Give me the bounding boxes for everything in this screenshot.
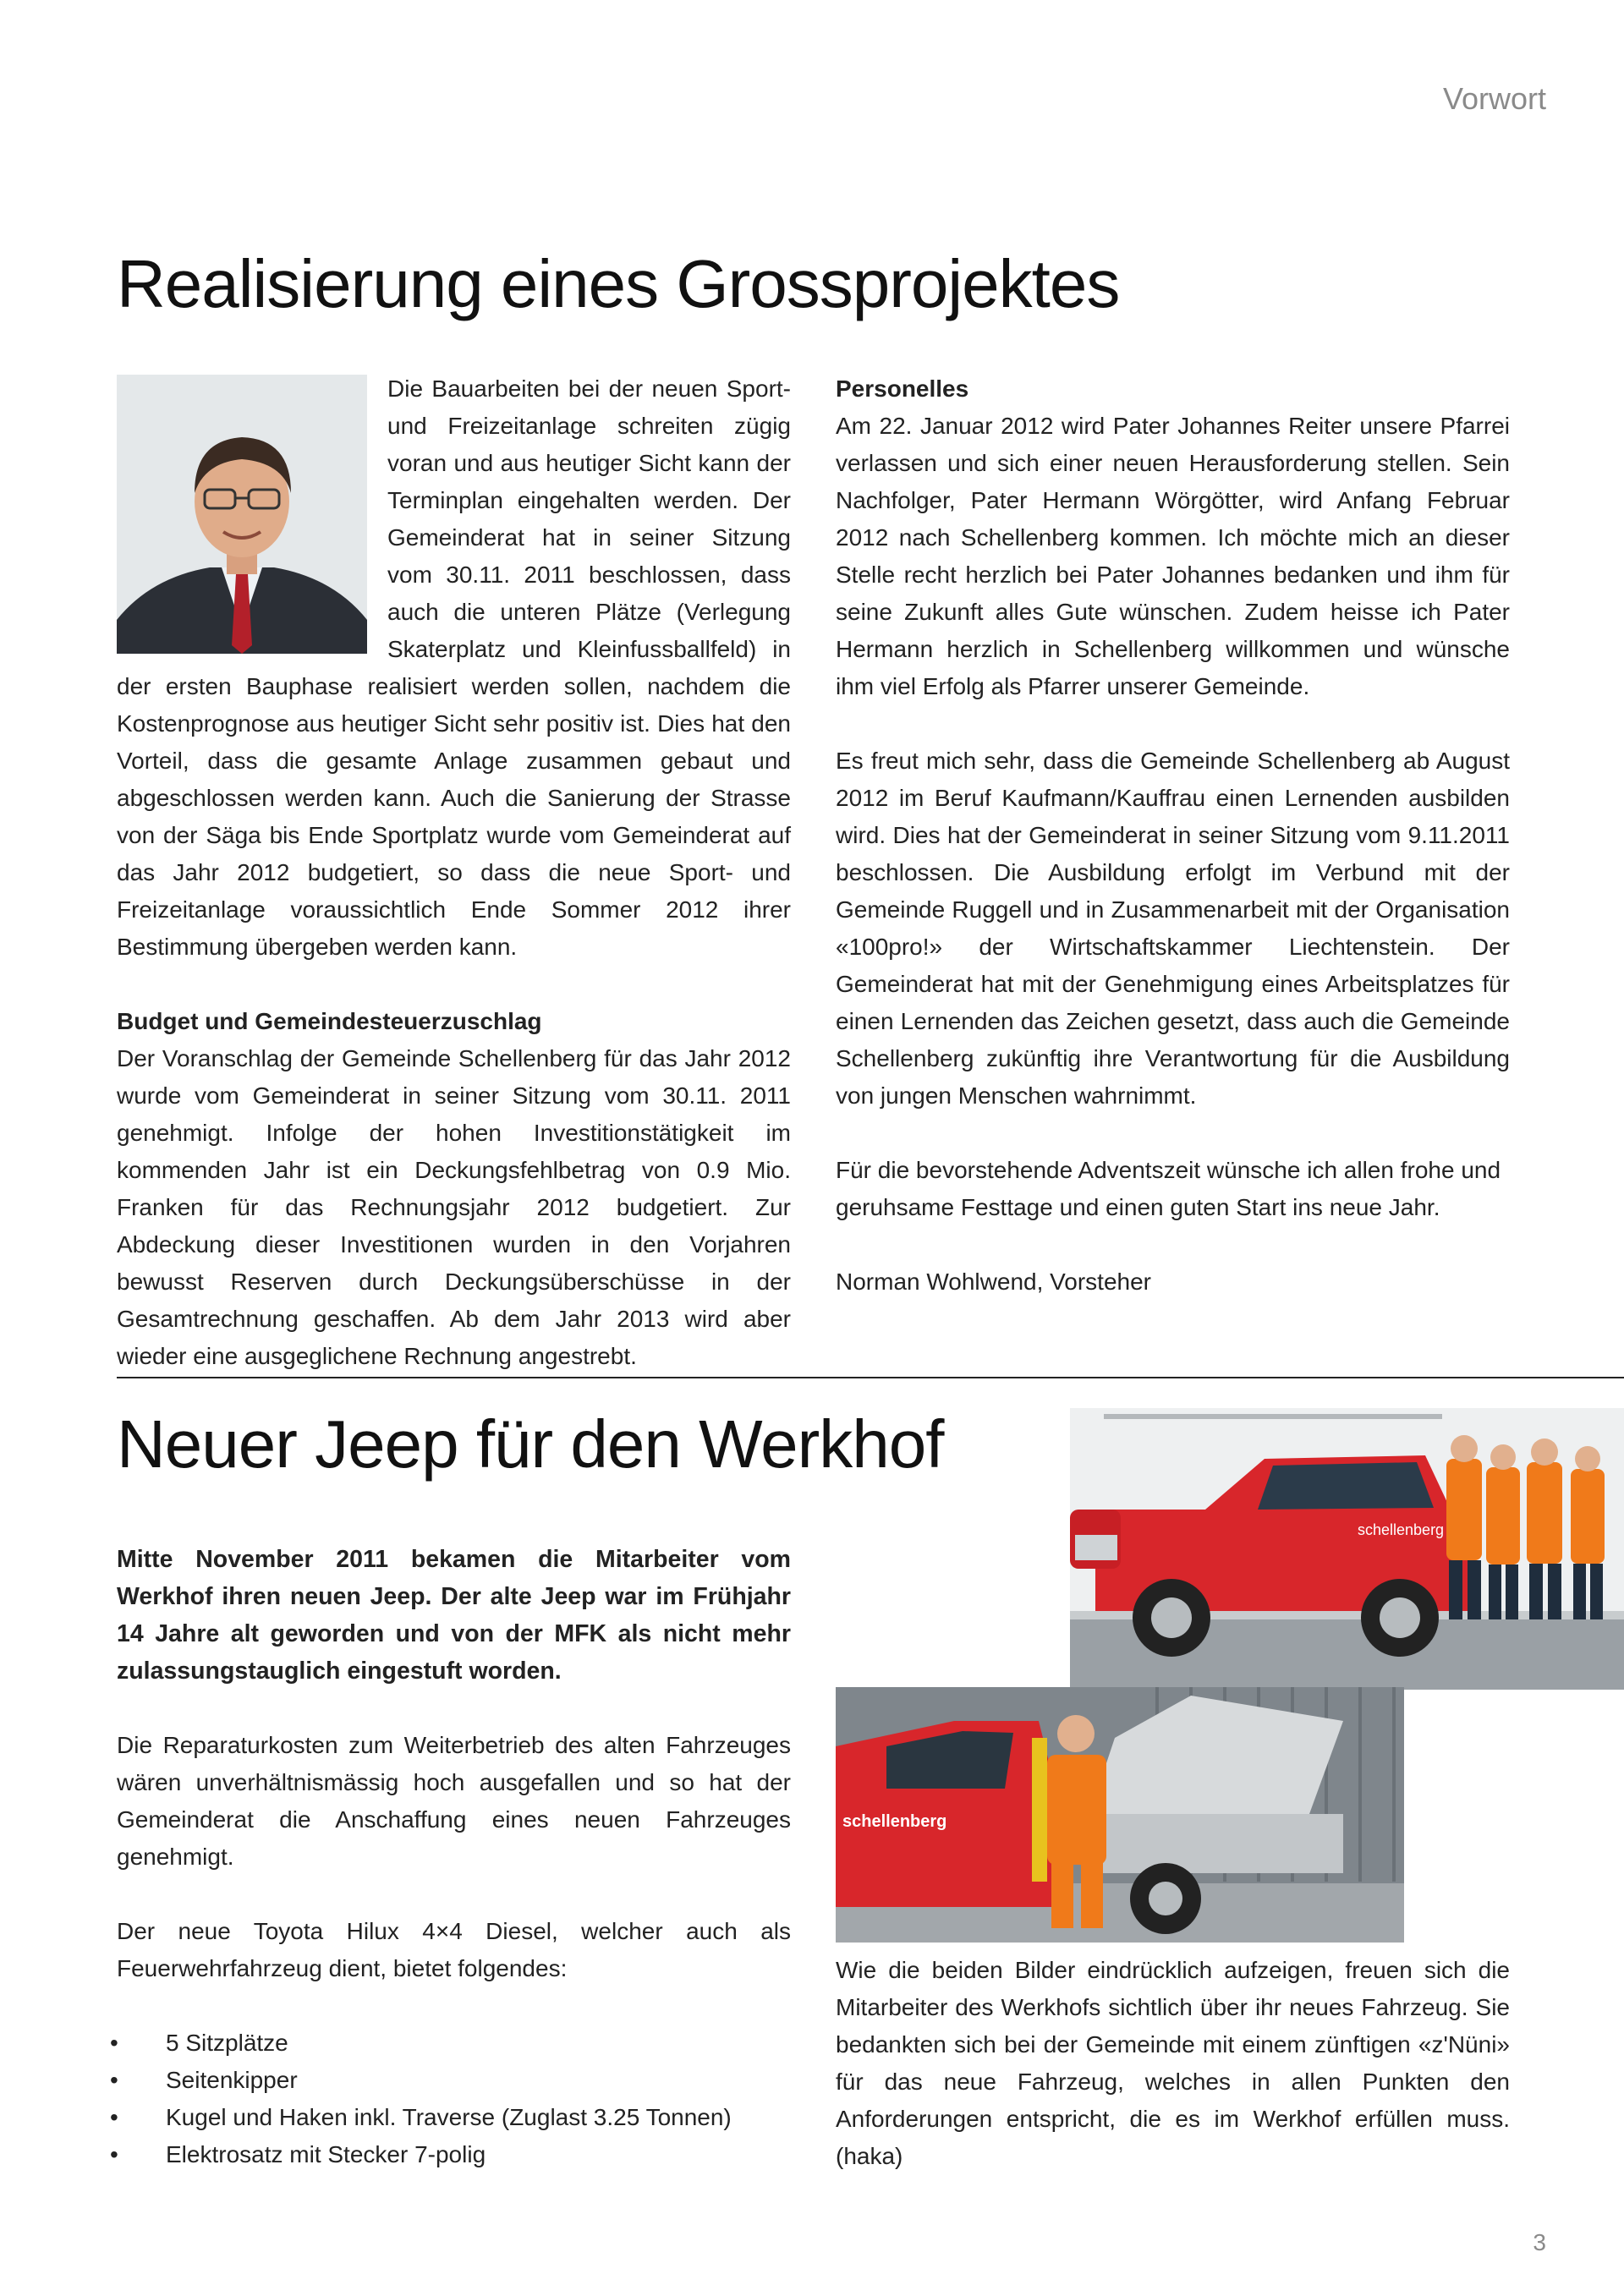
section-divider	[117, 1377, 1624, 1378]
section-label: Vorwort	[1442, 81, 1546, 116]
personnel-paragraph: Am 22. Januar 2012 wird Pater Johannes Reiter unsere Pfarrei verlassen und sich einer neuen Herausforderung stellen. Sein Nachfolger, Pater Hermann Wörgötter, wird Anfang Februar 2012 nach Schellenberg kommen. Ich möchte mich an dieser Stelle recht herzlich bei Pater Johannes bedanken und ihm für seine Zukunft alles Gute wünschen. Zudem heisse ich Pater Hermann herzlich in Schellenberg willkommen und wünsche ihm viel Erfolg als Pfarrer unserer Gemeinde.	[836, 413, 1510, 699]
repair-paragraph: Die Reparaturkosten zum Weiterbetrieb des alten Fahrzeuges wären unverhältnismässig hoch ausgefallen und so hat der Gemeinderat die Anschaffung eines neuen Fahrzeuges genehmigt.	[117, 1732, 791, 1870]
article-column-left	[117, 370, 791, 1375]
list-item: • 5 Sitzplätze	[117, 2025, 791, 2062]
svg-text:schellenberg: schellenberg	[842, 1812, 947, 1831]
features-intro: Der neue Toyota Hilux 4×4 Diesel, welcher auch als Feuerwehrfahrzeug dient, bietet folgendes:	[117, 1918, 791, 1981]
apprentice-paragraph: Es freut mich sehr, dass die Gemeinde Schellenberg ab August 2012 im Beruf Kaufmann/Kauffrau einen Lernenden ausbilden wird. Dies hat der Gemeinderat in seiner Sitzung vom 9.11.2011 beschlossen. Die Ausbildung erfolgt im Verbund mit der Gemeinde Ruggell und in Zusammenarbeit mit der Organisation «100pro!» der Wirtschaftskammer Liechtenstein. Der Gemeinderat hat mit der Genehmigung eines Arbeitsplatzes für einen Lernenden das Zeichen gesetzt, dass auch die Gemeinde Schellenberg zukünftig ihre Verantwortung für die Ausbildung von jungen Menschen wahrnimmt.	[836, 748, 1510, 1109]
lead-paragraph: Mitte November 2011 bekamen die Mitarbeiter vom Werkhof ihren neuen Jeep. Der alte Jeep war im Frühjahr 14 Jahre alt geworden und von der MFK als nicht mehr zulassungstauglich eingestuft worden.	[117, 1546, 791, 1685]
article-column-right	[836, 370, 1510, 1301]
svg-text:schellenberg: schellenberg	[1358, 1521, 1445, 1538]
portrait-photo	[117, 375, 367, 654]
signature: Norman Wohlwend, Vorsteher	[836, 1269, 1151, 1295]
article-title: Realisierung eines Grossprojektes	[117, 246, 1120, 321]
portrait-illustration	[117, 375, 367, 654]
list-item: • Elektrosatz mit Stecker 7-polig	[117, 2136, 791, 2173]
budget-heading: Budget und Gemeindesteuerzuschlag	[117, 1008, 542, 1034]
article-title-jeep: Neuer Jeep für den Werkhof	[117, 1406, 944, 1482]
personnel-heading: Personelles	[836, 375, 969, 402]
list-item: • Seitenkipper	[117, 2062, 791, 2099]
list-item: • Kugel und Haken inkl. Traverse (Zuglast 3.25 Tonnen)	[117, 2099, 791, 2136]
budget-paragraph: Der Voranschlag der Gemeinde Schellenberg für das Jahr 2012 wurde vom Gemeinderat in seiner Sitzung vom 30.11. 2011 genehmigt. Infolge der hohen Investitionstätigkeit im kommenden Jahr ist ein Deckungsfehlbetrag von 0.9 Mio. Franken für das Rechnungsjahr 2012 budgetiert. Zur Abdeckung dieser Investitionen wurden in den Vorjahren bewusst Reserven durch Deckungsüberschüsse in der Gesamtrechnung geschaffen. Ab dem Jahr 2013 wird aber wieder eine ausgeglichene Rechnung angestrebt.	[117, 1045, 791, 1369]
advent-paragraph: Für die bevorstehende Adventszeit wünsche ich allen frohe und geruhsame Festtage und einen guten Start ins neue Jahr.	[836, 1157, 1501, 1220]
page-number: 3	[1533, 2229, 1546, 2255]
intro-paragraph: Die Bauarbeiten bei der neuen Sport- und Freizeitanlage schreiten zügig voran und aus heutiger Sicht kann der Terminplan eingehalten werden. Der Gemeinderat hat in seiner Sitzung vom 30.11. 2011 beschlossen, dass auch die unteren Plätze (Verlegung Skaterplatz und Kleinfussballfeld) in der ersten Bauphase realisiert werden sollen, nachdem die Kostenprognose aus heutiger Sicht sehr positiv ist. Dies hat den Vorteil, dass die gesamte Anlage zusammen gebaut und abgeschlossen werden kann. Auch die Sanierung der Strasse von der Säga bis Ende Sportplatz wurde vom Gemeinderat auf das Jahr 2012 budgetiert, so dass die neue Sport- und Freizeitanlage voraussichtlich Ende Sommer 2012 ihrer Bestimmung übergeben werden kann.	[117, 375, 791, 960]
jeep-column-left	[117, 1541, 791, 2173]
jeep-detail-photo	[836, 1687, 1404, 1943]
jeep-workers-photo	[1070, 1408, 1624, 1690]
caption-paragraph: Wie die beiden Bilder eindrücklich aufzeigen, freuen sich die Mitarbeiter des Werkhofs sichtlich über ihr neues Fahrzeug. Sie bedankten sich bei der Gemeinde mit einem zünftigen «z'Nüni» für das neue Fahrzeug, welches in allen Punkten den Anforderungen entspricht, die es im Werkhof erfüllen muss. (haka)	[836, 1957, 1510, 2169]
features-list	[117, 2025, 791, 2173]
photo-caption	[836, 1952, 1510, 2175]
